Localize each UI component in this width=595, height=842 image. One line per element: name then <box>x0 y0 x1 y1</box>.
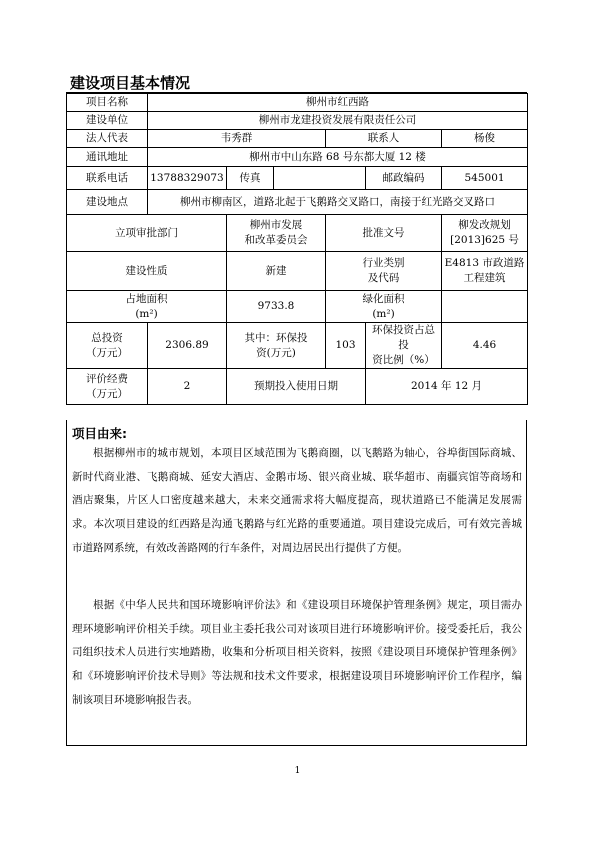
area-label <box>67 291 227 323</box>
eval-fee-value: 2 <box>148 369 227 405</box>
nature-value: 新建 <box>227 252 326 291</box>
table-row <box>67 167 528 190</box>
industry-line1: E4813 市政道路 <box>444 257 525 269</box>
date-value: 2014 年 12 月 <box>366 369 528 405</box>
table-row <box>67 323 528 369</box>
industry-label <box>326 252 442 291</box>
env-ratio-value: 4.46 <box>442 323 528 369</box>
env-ratio-label-line1: 环保投资占总投 <box>372 324 435 351</box>
green-value <box>442 291 528 323</box>
table-row <box>67 94 528 112</box>
approval-dept-value <box>227 215 326 252</box>
project-name-label: 项目名称 <box>67 94 148 112</box>
table-row <box>67 215 528 252</box>
industry-label-line1: 行业类别 <box>362 257 405 269</box>
industry-value <box>442 252 528 291</box>
page-number: 1 <box>294 766 301 776</box>
date-label: 预期投入使用日期 <box>227 369 366 405</box>
origin-paragraph-1: 根据柳州市的城市规划，本项目区域范围为飞鹅商圈，以飞鹅路为轴心，谷埠街国际商城、新时代商业港、飞鹅商城、延安大酒店、金鹅市场、银兴商业城、联华超市、南疆宾馆等商场和酒店聚集，片区人口密度越来越大，未来交通需求将大幅度提高，现状道路已不能满足发展需求。本次项目建设的红西路是沟通飞鹅路与红光路的重要通道。项目建设完成后，可有效完善城市道路网系统，有效改善路网的行车条件，对周边居民出行提供了方便。 <box>72 447 522 554</box>
eval-fee-label-line2: （万元） <box>86 387 128 400</box>
fax-value <box>274 167 366 190</box>
invest-label <box>67 323 148 369</box>
env-invest-label-line1: 其中：环保投 <box>244 331 308 344</box>
postcode-label: 邮政编码 <box>366 167 442 190</box>
legal-rep-value: 韦秀群 <box>148 130 326 148</box>
contact-value: 杨俊 <box>442 130 528 148</box>
location-label: 建设地点 <box>67 190 148 215</box>
env-invest-value: 103 <box>326 323 366 369</box>
address-value: 柳州市中山东路 68 号东都大厦 12 楼 <box>148 148 528 167</box>
postcode-value: 545001 <box>442 167 528 190</box>
nature-label: 建设性质 <box>67 252 227 291</box>
eval-fee-label <box>67 369 148 405</box>
project-name-value: 柳州市红西路 <box>148 94 528 112</box>
table-row <box>67 148 528 167</box>
table-row <box>67 130 528 148</box>
fax-label: 传真 <box>227 167 274 190</box>
contact-label: 联系人 <box>326 130 442 148</box>
approval-no-line2: [2013]625 号 <box>450 234 519 246</box>
area-label-line2: (m²) <box>135 307 158 320</box>
table-row <box>67 190 528 215</box>
green-label-line2: (m²) <box>372 307 395 320</box>
area-label-line1: 占地面积 <box>125 292 168 305</box>
invest-label-line2: （万元） <box>86 346 128 359</box>
green-label-line1: 绿化面积 <box>362 292 405 305</box>
invest-value: 2306.89 <box>148 323 227 369</box>
legal-rep-label: 法人代表 <box>67 130 148 148</box>
origin-paragraph-2: 根据《中华人民共和国环境影响评价法》和《建设项目环境保护管理条例》规定，项目需办理环境影响评价相关手续。项目业主委托我公司对该项目进行环境影响评价。接受委托后，我公司组织技术人员进行实地踏勘，收集和分析项目相关资料，按照《建设项目环境保护管理条例》和《环境影响评价技术导则》等法规和技术文件要求，根据建设项目环境影响评价工作程序，编制该项目环境影响报告表。 <box>72 599 522 706</box>
env-invest-label <box>227 323 326 369</box>
project-info-table <box>66 93 528 405</box>
builder-value: 柳州市龙建投资发展有限责任公司 <box>148 112 528 130</box>
env-ratio-label-line2: 资比例（%） <box>372 354 435 366</box>
table-row <box>67 112 528 130</box>
env-invest-label-line2: 资(万元) <box>256 346 296 359</box>
green-label <box>326 291 442 323</box>
table-row <box>67 369 528 405</box>
industry-label-line2: 及代码 <box>367 272 400 284</box>
phone-value: 13788329073 <box>148 167 227 190</box>
phone-label: 联系电话 <box>67 167 148 190</box>
invest-label-line1: 总投资 <box>91 331 123 344</box>
approval-no-line1: 柳发改规划 <box>458 219 511 231</box>
address-label: 通讯地址 <box>67 148 148 167</box>
approval-dept-line2: 和改革委员会 <box>244 234 308 246</box>
approval-no-value <box>442 215 528 252</box>
eval-fee-label-line1: 评价经费 <box>86 372 128 385</box>
builder-label: 建设单位 <box>67 112 148 130</box>
table-row <box>67 291 528 323</box>
industry-line2: 工程建筑 <box>463 272 506 284</box>
area-value: 9733.8 <box>227 291 326 323</box>
approval-dept-line1: 柳州市发展 <box>249 219 303 231</box>
location-value: 柳州市柳南区，道路北起于飞鹅路交叉路口，南接于红光路交叉路口 <box>148 190 528 215</box>
approval-no-label: 批准文号 <box>326 215 442 252</box>
table-row <box>67 252 528 291</box>
env-ratio-label <box>366 323 442 369</box>
approval-dept-label: 立项审批部门 <box>67 215 227 252</box>
section-heading: 项目由来: <box>72 426 127 441</box>
document-title: 建设项目基本情况 <box>70 74 191 92</box>
